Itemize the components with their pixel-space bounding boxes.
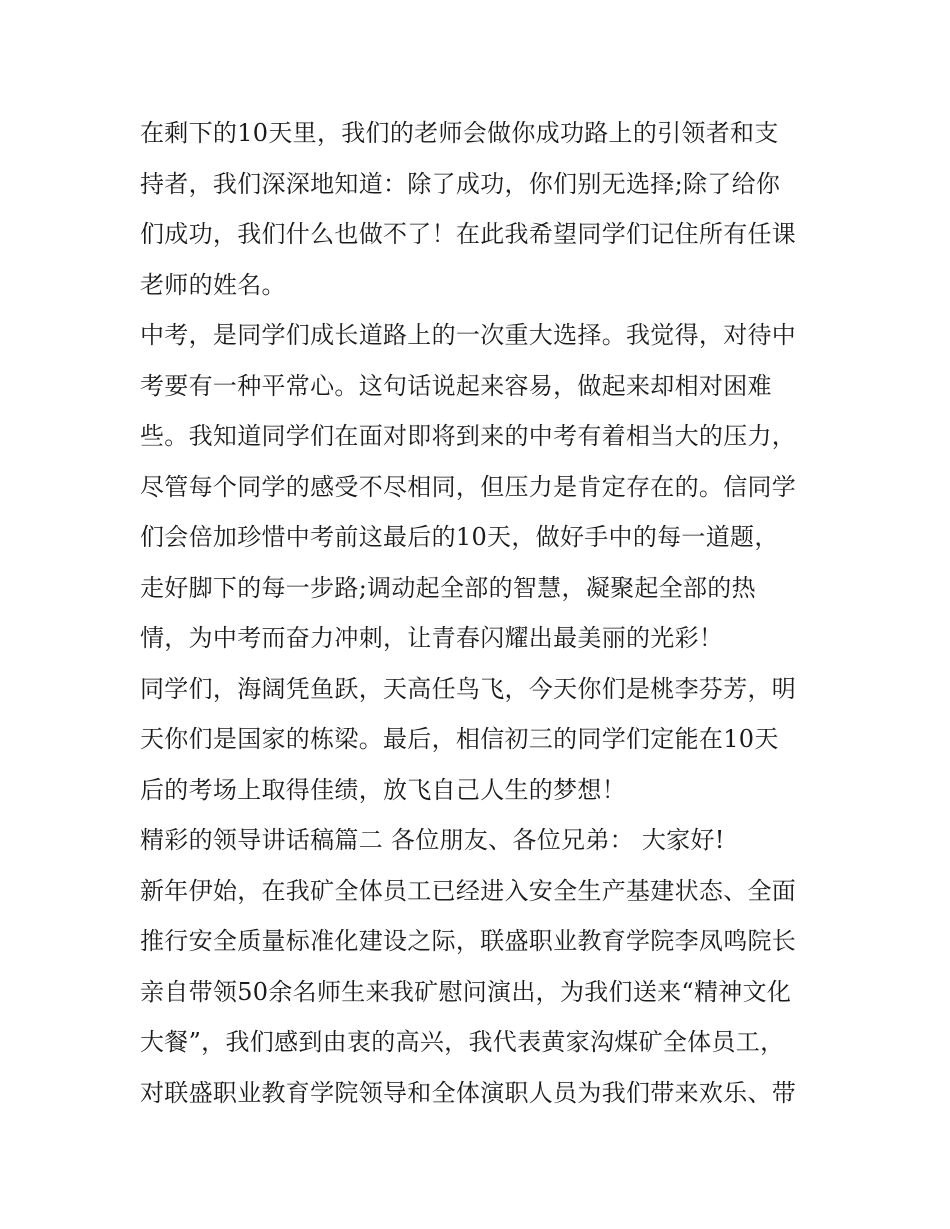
- text-line: 大餐”，我们感到由衷的高兴，我代表黄家沟煤矿全体员工，: [140, 1028, 785, 1056]
- text-line: 走好脚下的每一步路;调动起全部的智慧，凝聚起全部的热: [140, 573, 756, 602]
- text-line: 中考，是同学们成长道路上的一次重大选择。我觉得，对待中: [140, 321, 797, 349]
- text-line: 持者，我们深深地知道：除了成功，你们别无选择;除了给你: [140, 169, 781, 198]
- text-line: 对联盛职业教育学院领导和全体演职人员为我们带来欢乐、带: [140, 1078, 797, 1107]
- text-line: 后的考场上取得佳绩，放飞自己人生的梦想！: [140, 775, 626, 804]
- text-line: 们会倍加珍惜中考前这最后的10天，做好手中的每一道题，: [140, 523, 779, 551]
- text-line: 考要有一种平常心。这句话说起来容易，做起来却相对困难: [140, 371, 772, 400]
- text-line: 天你们是国家的栋梁。最后，相信初三的同学们定能在10天: [140, 725, 779, 753]
- section-heading-line: 精彩的领导讲话稿篇二 各位朋友、各位兄弟： 大家好!: [140, 826, 725, 854]
- text-line: 亲自带领50余名师生来我矿慰问演出，为我们送来“精神文化: [140, 977, 792, 1006]
- text-line: 新年伊始，在我矿全体员工已经进入安全生产基建状态、全面: [140, 876, 797, 905]
- text-line: 推行安全质量标准化建设之际，联盛职业教育学院李凤鸣院长: [140, 927, 797, 955]
- text-line: 们成功，我们什么也做不了！在此我希望同学们记住所有任课: [140, 220, 797, 248]
- text-line: 些。我知道同学们在面对即将到来的中考有着相当大的压力，: [140, 422, 797, 450]
- document-body: [140, 108, 820, 1118]
- text-line: 情，为中考而奋力冲刺，让青春闪耀出最美丽的光彩！: [140, 624, 724, 652]
- text-line: 老师的姓名。: [140, 270, 286, 299]
- text-line: 同学们，海阔凭鱼跃，天高任鸟飞，今天你们是桃李芬芳，明: [140, 674, 797, 703]
- text-line: 尽管每个同学的感受不尽相同，但压力是肯定存在的。信同学: [140, 472, 797, 501]
- text-line: 在剩下的10天里，我们的老师会做你成功路上的引领者和支: [140, 119, 779, 147]
